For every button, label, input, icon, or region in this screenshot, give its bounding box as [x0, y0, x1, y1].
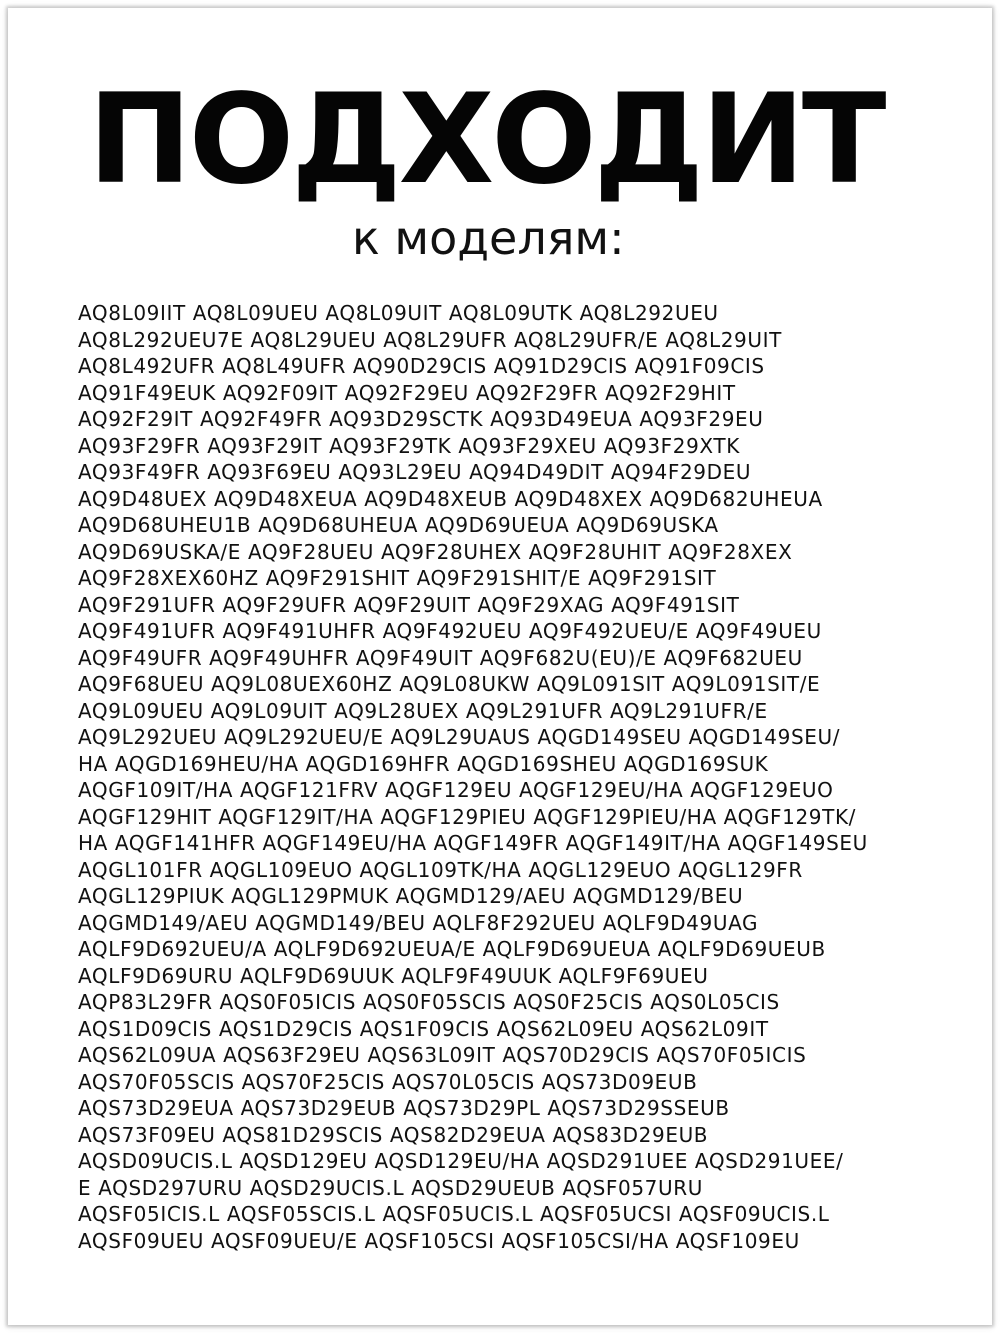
model-line: AQ9F491UFR AQ9F491UHFR AQ9F492UEU AQ9F492UEU/E AQ9F49UEU — [78, 619, 822, 643]
model-line: E AQSD297URU AQSD29UCIS.L AQSD29UEUB AQSF057URU — [78, 1175, 703, 1200]
model-line: HA AQGF141HFR AQGF149EU/HA AQGF149FR AQGF149IT/HA AQGF149SEU — [78, 831, 868, 855]
model-line: AQ9F28XEX60HZ AQ9F291SHIT AQ9F291SHIT/E AQ9F291SIT — [78, 566, 717, 590]
model-line: AQSF05ICIS.L AQSF05SCIS.L AQSF05UCIS.L AQSF05UCSI AQSF09UCIS.L — [78, 1202, 830, 1226]
model-line: AQS73F09EU AQS81D29SCIS AQS82D29EUA AQS83D29EUB — [78, 1122, 709, 1147]
model-line: AQ92F29IT AQ92F49FR AQ93D29SCTK AQ93D49EUA AQ93F29EU — [78, 407, 764, 431]
model-line: AQLF9D69URU AQLF9D69UUK AQLF9F49UUK AQLF9F69UEU — [78, 963, 709, 988]
model-line: AQ9L09UEU AQ9L09UIT AQ9L28UEX AQ9L291UFR AQ9L291UFR/E — [78, 698, 768, 723]
model-line: AQP83L29FR AQS0F05ICIS AQS0F05SCIS AQS0F25CIS AQS0L05CIS — [78, 990, 780, 1014]
model-line: AQ9D48UEX AQ9D48XEUA AQ9D48XEUB AQ9D48XEX AQ9D682UHEUA — [78, 486, 823, 511]
model-line: AQSF09UEU AQSF09UEU/E AQSF105CSI AQSF105CSI/HA AQSF109EU — [78, 1228, 800, 1253]
model-list — [78, 300, 868, 1254]
model-line: AQ8L09IIT AQ8L09UEU AQ8L09UIT AQ8L09UTK AQ8L292UEU — [78, 301, 719, 325]
model-line: AQGF109IT/HA AQGF121FRV AQGF129EU AQGF129EU/HA AQGF129EUO — [78, 778, 834, 802]
model-line: AQ9F68UEU AQ9L08UEX60HZ AQ9L08UKW AQ9L091SIT AQ9L091SIT/E — [78, 672, 821, 696]
document-page — [8, 8, 992, 1325]
model-line: AQ93F49FR AQ93F69EU AQ93L29EU AQ94D49DIT AQ94F29DEU — [78, 460, 752, 484]
model-line: AQ93F29FR AQ93F29IT AQ93F29TK AQ93F29XEU AQ93F29XTK — [78, 433, 740, 458]
page-title: ПОДХОДИТ — [88, 68, 884, 212]
model-line: AQS62L09UA AQS63F29EU AQS63L09IT AQS70D29CIS AQS70F05ICIS — [78, 1043, 807, 1067]
model-line: AQGL101FR AQGL109EUO AQGL109TK/HA AQGL129EUO AQGL129FR — [78, 857, 803, 882]
model-line: AQS70F05SCIS AQS70F25CIS AQS70L05CIS AQS73D09EUB — [78, 1069, 698, 1094]
model-line: AQS1D09CIS AQS1D29CIS AQS1F09CIS AQS62L09EU AQS62L09IT — [78, 1016, 769, 1041]
model-line: HA AQGD169HEU/HA AQGD169HFR AQGD169SHEU AQGD169SUK — [78, 751, 769, 776]
model-line: AQ9D69USKA/E AQ9F28UEU AQ9F28UHEX AQ9F28UHIT AQ9F28XEX — [78, 539, 793, 564]
model-line: AQ9F291UFR AQ9F29UFR AQ9F29UIT AQ9F29XAG AQ9F491SIT — [78, 592, 740, 617]
page-subtitle: к моделям: — [352, 211, 625, 265]
model-line: AQ9D68UHEU1B AQ9D68UHEUA AQ9D69UEUA AQ9D69USKA — [78, 513, 719, 537]
model-line: AQSD09UCIS.L AQSD129EU AQSD129EU/HA AQSD291UEE AQSD291UEE/ — [78, 1149, 844, 1173]
model-line: AQS73D29EUA AQS73D29EUB AQS73D29PL AQS73D29SSEUB — [78, 1096, 730, 1120]
model-line: AQGF129HIT AQGF129IT/HA AQGF129PIEU AQGF129PIEU/HA AQGF129TK/ — [78, 804, 856, 829]
model-line: AQ8L292UEU7E AQ8L29UEU AQ8L29UFR AQ8L29UFR/E AQ8L29UIT — [78, 327, 782, 352]
model-line: AQ9F49UFR AQ9F49UHFR AQ9F49UIT AQ9F682U(EU)/E AQ9F682UEU — [78, 645, 803, 670]
model-line: AQ91F49EUK AQ92F09IT AQ92F29EU AQ92F29FR AQ92F29HIT — [78, 380, 736, 405]
model-line: AQGL129PIUK AQGL129PMUK AQGMD129/AEU AQGMD129/BEU — [78, 884, 744, 908]
model-line: AQ8L492UFR AQ8L49UFR AQ90D29CIS AQ91D29CIS AQ91F09CIS — [78, 354, 765, 378]
model-line: AQGMD149/AEU AQGMD149/BEU AQLF8F292UEU AQLF9D49UAG — [78, 910, 759, 935]
model-line: AQ9L292UEU AQ9L292UEU/E AQ9L29UAUS AQGD149SEU AQGD149SEU/ — [78, 725, 841, 749]
model-line: AQLF9D692UEU/A AQLF9D692UEUA/E AQLF9D69UEUA AQLF9D69UEUB — [78, 937, 826, 961]
